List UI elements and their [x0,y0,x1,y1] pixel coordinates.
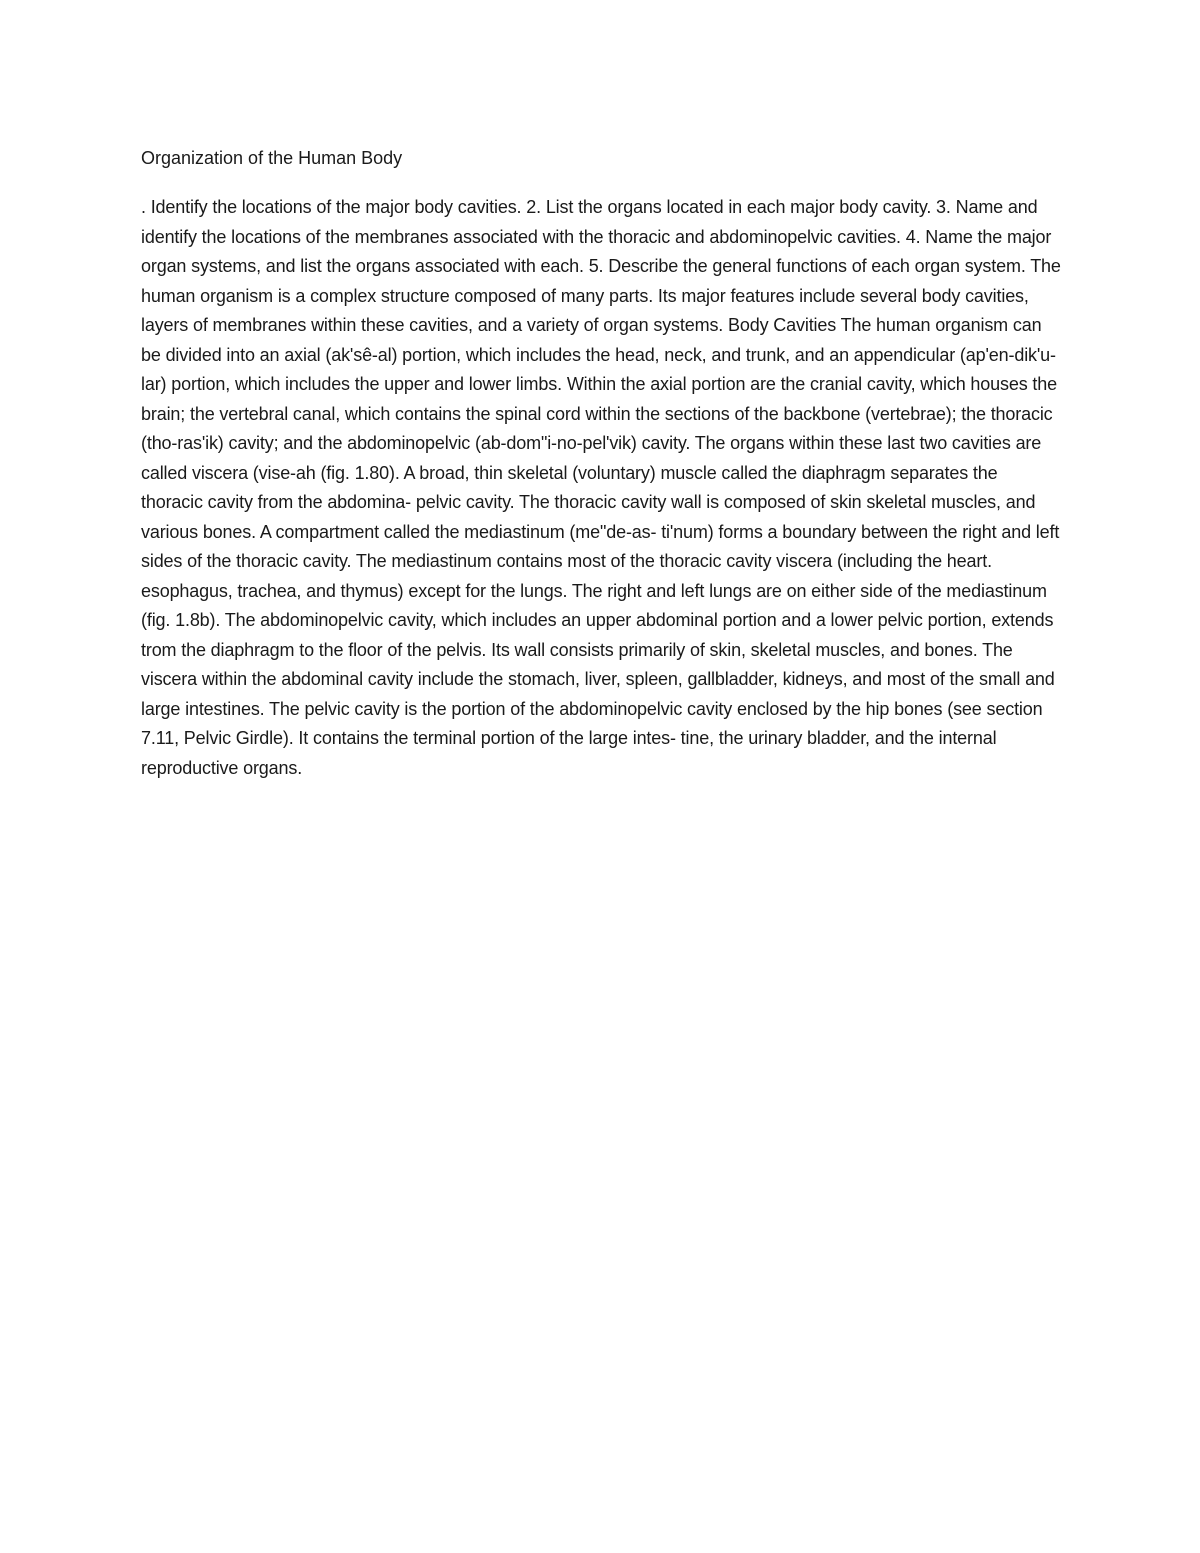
document-title: Organization of the Human Body [141,148,403,168]
document-body-paragraph: . Identify the locations of the major body cavities. 2. List the organs located in each major body cavity. 3. Name and identify the locations of the membranes associated with the thoracic and abdominopelvic cavities. 4. Name the major organ systems, and list the organs associated with each. 5. Describe the general functions of each organ system. The human organism is a complex structure composed of many parts. Its major features include several body cavities, layers of membranes within these cavities, and a variety of organ systems. Body Cavities The human organism can be divided into an axial (ak'sê-al) portion, which includes the head, neck, and trunk, and an appendicular (ap'en-dik'u-lar) portion, which includes the upper and lower limbs. Within the axial portion are the cranial cavity, which houses the brain; the vertebral canal, which contains the spinal cord within the sections of the backbone (vertebrae); the thoracic (tho-ras'ik) cavity; and the abdominopelvic (ab-dom"i-no-pel'vik) cavity. The organs within these last two cavities are called viscera (vise-ah (fig. 1.80). A broad, thin skeletal (voluntary) muscle called the diaphragm separates the thoracic cavity from the abdomina- pelvic cavity. The thoracic cavity wall is composed of skin skeletal muscles, and various bones. A compartment called the mediastinum (me"de-as- ti'num) forms a boundary between the right and left sides of the thoracic cavity. The mediastinum contains most of the thoracic cavity viscera (including the heart. esophagus, trachea, and thymus) except for the lungs. The right and left lungs are on either side of the mediastinum (fig. 1.8b). The abdominopelvic cavity, which includes an upper abdominal portion and a lower pelvic portion, extends trom the diaphragm to the floor of the pelvis. Its wall consists primarily of skin, skeletal muscles, and bones. The viscera within the abdominal cavity include the stomach, liver, spleen, gallbladder, kidneys, and most of the small and large intestines. The pelvic cavity is the portion of the abdominopelvic cavity enclosed by the hip bones (see section 7.11, Pelvic Girdle). It contains the terminal portion of the large intes- tine, the urinary bladder, and the internal reproductive organs. [141,197,1061,778]
